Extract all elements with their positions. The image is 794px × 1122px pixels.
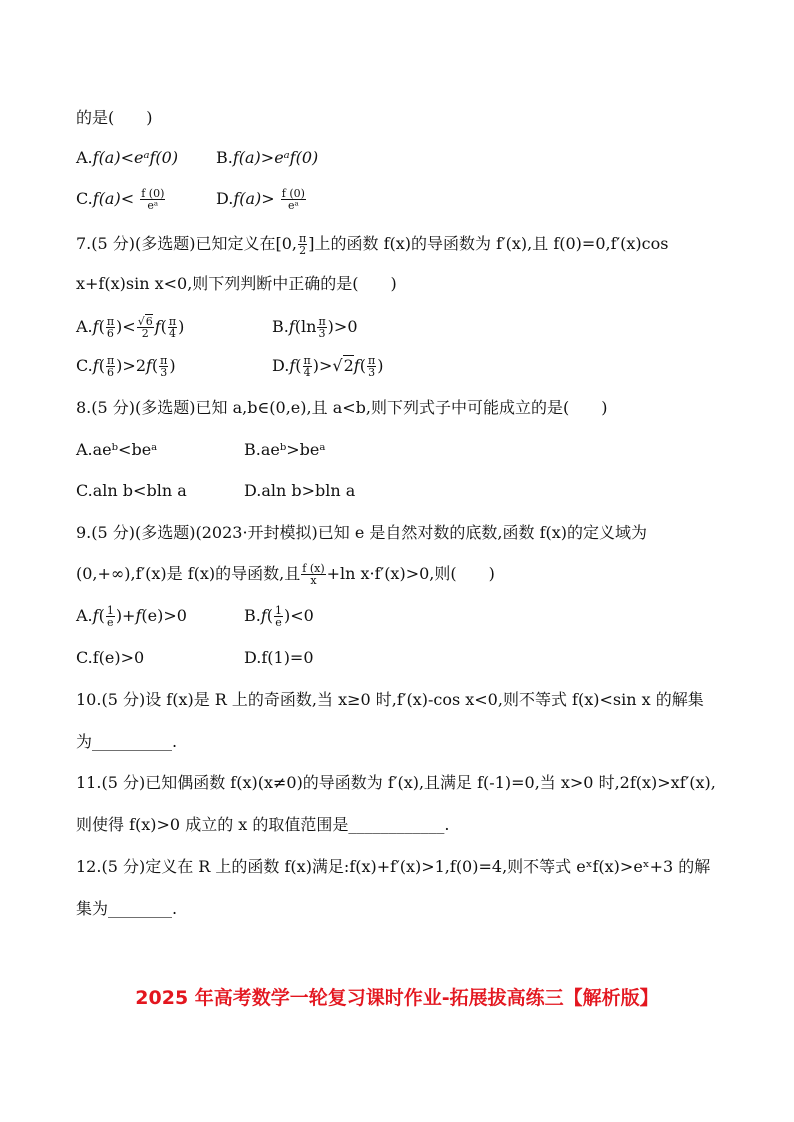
q11-stem-line1: 11.(5 分)已知偶函数 f(x)(x≠0)的导函数为 f′(x),且满足 f(-1)=0,当 x>0 时,2f(x)>xf′(x), (76, 773, 716, 792)
q10-stem-line2: 为__________. (76, 732, 178, 751)
q6-option-d: D.f(a)> $\frac{f (0)}{\text{eᵃ}}$ (216, 187, 305, 212)
q7-stem-line2: x+f(x)sin x<0,则下列判断中正确的是( ) (76, 274, 397, 293)
fraction: $\frac{f (0)}{\text{eᵃ}}$ (141, 187, 165, 212)
q12-stem-line2: 集为________. (76, 899, 178, 918)
q9-option-a: A.f( $\frac{1}{e}$ )+f(e)>0 (76, 604, 187, 629)
q8-option-d: D.aln b>bln a (244, 481, 356, 500)
q9-option-d: D.f(1)=0 (244, 648, 314, 667)
q9-stem-line2: (0,+∞),f′(x)是 f(x)的导函数,且 $\frac{f (x)}{x}$ +ln x·f′(x)>0,则( ) (76, 562, 495, 587)
q10-stem-line1: 10.(5 分)设 f(x)是 R 上的奇函数,当 x≥0 时,f′(x)-cos x<0,则不等式 f(x)<sin x 的解集 (76, 690, 704, 709)
q7-stem-line1: 7.(5 分)(多选题)已知定义在[0, $\frac{\pi}{2}$ ]上的函数 f(x)的导函数为 f′(x),且 f(0)=0,f′(x)cos (76, 232, 669, 257)
fraction: $\frac{\pi}{2}$ (299, 232, 307, 257)
document-title: 2025 年高考数学一轮复习课时作业-拓展拔高练三【解析版】 (135, 987, 659, 1009)
q9-option-c: C.f(e)>0 (76, 648, 145, 667)
q7-option-b: B.f(ln $\frac{\pi}{3}$ )>0 (272, 315, 358, 340)
q8-option-c: C.aln b<bln a (76, 481, 187, 500)
q6-tail: 的是( ) (76, 108, 153, 127)
q8-option-a: A.aeᵇ<beᵃ (76, 440, 158, 459)
q7-option-c: C.f( $\frac{\pi}{6}$ )>2f( $\frac{\pi}{3}$ ) (76, 354, 176, 379)
fraction: $\frac{f (0)}{\text{eᵃ}}$ (281, 187, 305, 212)
q11-stem-line2: 则使得 f(x)>0 成立的 x 的取值范围是____________. (76, 815, 450, 834)
q6-option-b: B.f(a)>eᵃf(0) (216, 148, 319, 167)
q8-option-b: B.aeᵇ>beᵃ (244, 440, 326, 459)
q6-option-c: C.f(a)< $\frac{f (0)}{\text{eᵃ}}$ (76, 187, 165, 212)
fraction: $\frac{f (x)}{x}$ (302, 562, 325, 587)
q8-stem: 8.(5 分)(多选题)已知 a,b∈(0,e),且 a<b,则下列式子中可能成立的是( ) (76, 398, 608, 417)
q7-option-a: A.f( $\frac{\pi}{6}$ )< $\frac{√6}{2}$ f( $\frac{\pi}{4}$ ) (76, 315, 185, 340)
q6-option-a: A.f(a)<eᵃf(0) (76, 148, 179, 167)
q9-stem-line1: 9.(5 分)(多选题)(2023·开封模拟)已知 e 是自然对数的底数,函数 f(x)的定义域为 (76, 523, 648, 542)
q12-stem-line1: 12.(5 分)定义在 R 上的函数 f(x)满足:f(x)+f′(x)>1,f(0)=4,则不等式 eˣf(x)>eˣ+3 的解 (76, 857, 711, 876)
q9-option-b: B.f( $\frac{1}{e}$ )<0 (244, 604, 314, 629)
q7-option-d: D.f( $\frac{\pi}{4}$ )>√2f( $\frac{\pi}{3}$ ) (272, 354, 384, 379)
